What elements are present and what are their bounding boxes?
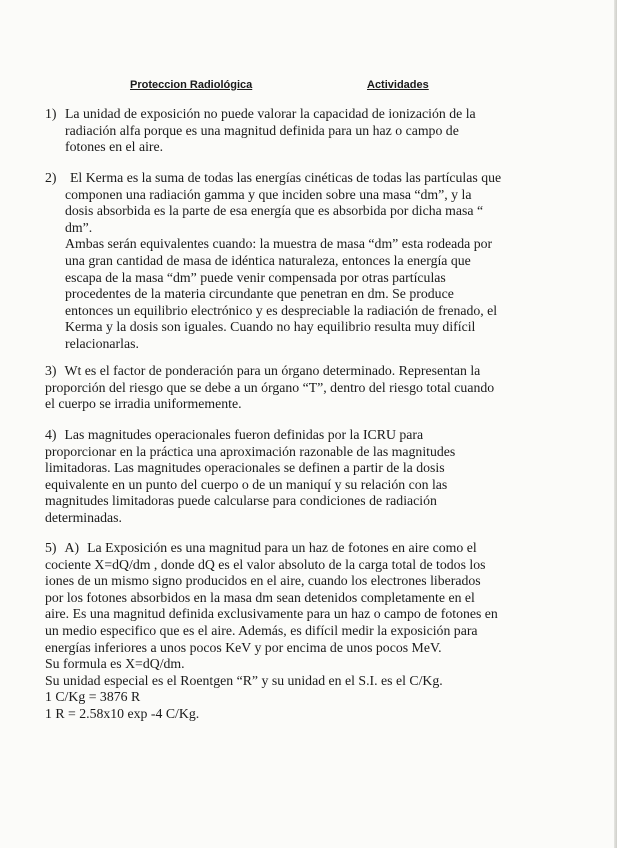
answer-line: determinadas. (45, 509, 123, 525)
item-number: 1) (45, 106, 57, 121)
item-number: 4) (45, 427, 57, 442)
answer-line: Ambas serán equivalentes cuando: la muestra de masa “dm” esta rodeada por (65, 236, 493, 252)
answer-line: proporcionar en la práctica una aproximación razonable de las magnitudes (45, 443, 456, 459)
answer-line: aire. Es una magnitud definida exclusivamente para un haz o campo de fotones en (45, 606, 498, 622)
answer-line: magnitudes limitadoras puede calcularse para condiciones de radiación (45, 493, 437, 509)
answer-line: limitadoras. Las magnitudes operacionales se definen a partir de la dosis (45, 460, 445, 476)
answer-line: Su formula es X=dQ/dm. (45, 656, 185, 672)
answer-line: 1 R = 2.58x10 exp -4 C/Kg. (45, 705, 200, 721)
answer-2 (45, 170, 565, 353)
answer-line: Kerma y la dosis son iguales. Cuando no hay equilibrio resulta muy difícil (65, 319, 476, 335)
answer-line: entonces un equilibrio electrónico y es despreciable la radiación de frenado, el (65, 302, 498, 318)
answer-line: proporción del riesgo que se debe a un órgano “T”, dentro del riesgo total cuando (45, 379, 495, 395)
answer-line: escapa de la masa “dm” puede venir compensada por otras partículas (65, 269, 446, 285)
answer-line: Wt es el factor de ponderación para un órgano determinado. Representan la (64, 363, 481, 378)
answer-4 (45, 427, 565, 527)
document-title: Proteccion Radiológica (130, 79, 253, 91)
answer-line: por los fotones absorbidos en la masa dm sean detenidos completamente en el (45, 589, 475, 605)
answer-line: El Kerma es la suma de todas las energías cinéticas de todas las partículas que (70, 170, 502, 185)
answer-line: Su unidad especial es el Roentgen “R” y su unidad en el S.I. es el C/Kg. (45, 672, 443, 688)
item-number: 5) (45, 540, 57, 555)
answer-line: fotones en el aire. (65, 139, 164, 155)
answer-line: dosis absorbida es la parte de esa energía que es absorbida por dicha masa “ (65, 203, 484, 219)
answer-line: La unidad de exposición no puede valorar la capacidad de ionización de la (65, 106, 476, 121)
answer-line: Las magnitudes operacionales fueron definidas por la ICRU para (64, 427, 424, 442)
answer-line: radiación alfa porque es una magnitud definida para un haz o campo de (65, 122, 459, 138)
answer-3 (45, 363, 565, 413)
sub-item-letter: A) (64, 540, 80, 555)
answer-line: equivalente en un punto del cuerpo o de un maniquí y su relación con las (45, 476, 448, 492)
answer-line: cociente X=dQ/dm , donde dQ es el valor absoluto de la carga total de todos los (45, 556, 486, 572)
answer-1 (45, 106, 565, 156)
answer-line: un medio especifico que es el aire. Además, es difícil medir la exposición para (45, 622, 478, 638)
item-number: 2) (45, 170, 57, 185)
answer-5 (45, 540, 565, 723)
answer-line: una gran cantidad de masa de idéntica naturaleza, entonces la energía que (65, 252, 471, 268)
answer-line: iones de un mismo signo producidos en el aire, cuando los electrones liberados (45, 573, 481, 589)
document-section-label: Actividades (367, 79, 429, 91)
answer-line: procedentes de la materia circundante que penetran en dm. Se produce (65, 286, 454, 302)
answer-line: La Exposición es una magnitud para un haz de fotones en aire como el (87, 540, 477, 555)
answer-line: energías inferiores a unos pocos KeV y por encima de unos pocos MeV. (45, 639, 442, 655)
answer-line: componen una radiación gamma y que inciden sobre una masa “dm”, y la (65, 186, 472, 202)
answer-line: el cuerpo se irradia uniformemente. (45, 396, 242, 412)
answer-line: relacionarlas. (65, 335, 139, 351)
item-number: 3) (45, 363, 57, 378)
answer-line: 1 C/Kg = 3876 R (45, 689, 141, 705)
answer-line: dm”. (65, 219, 93, 235)
